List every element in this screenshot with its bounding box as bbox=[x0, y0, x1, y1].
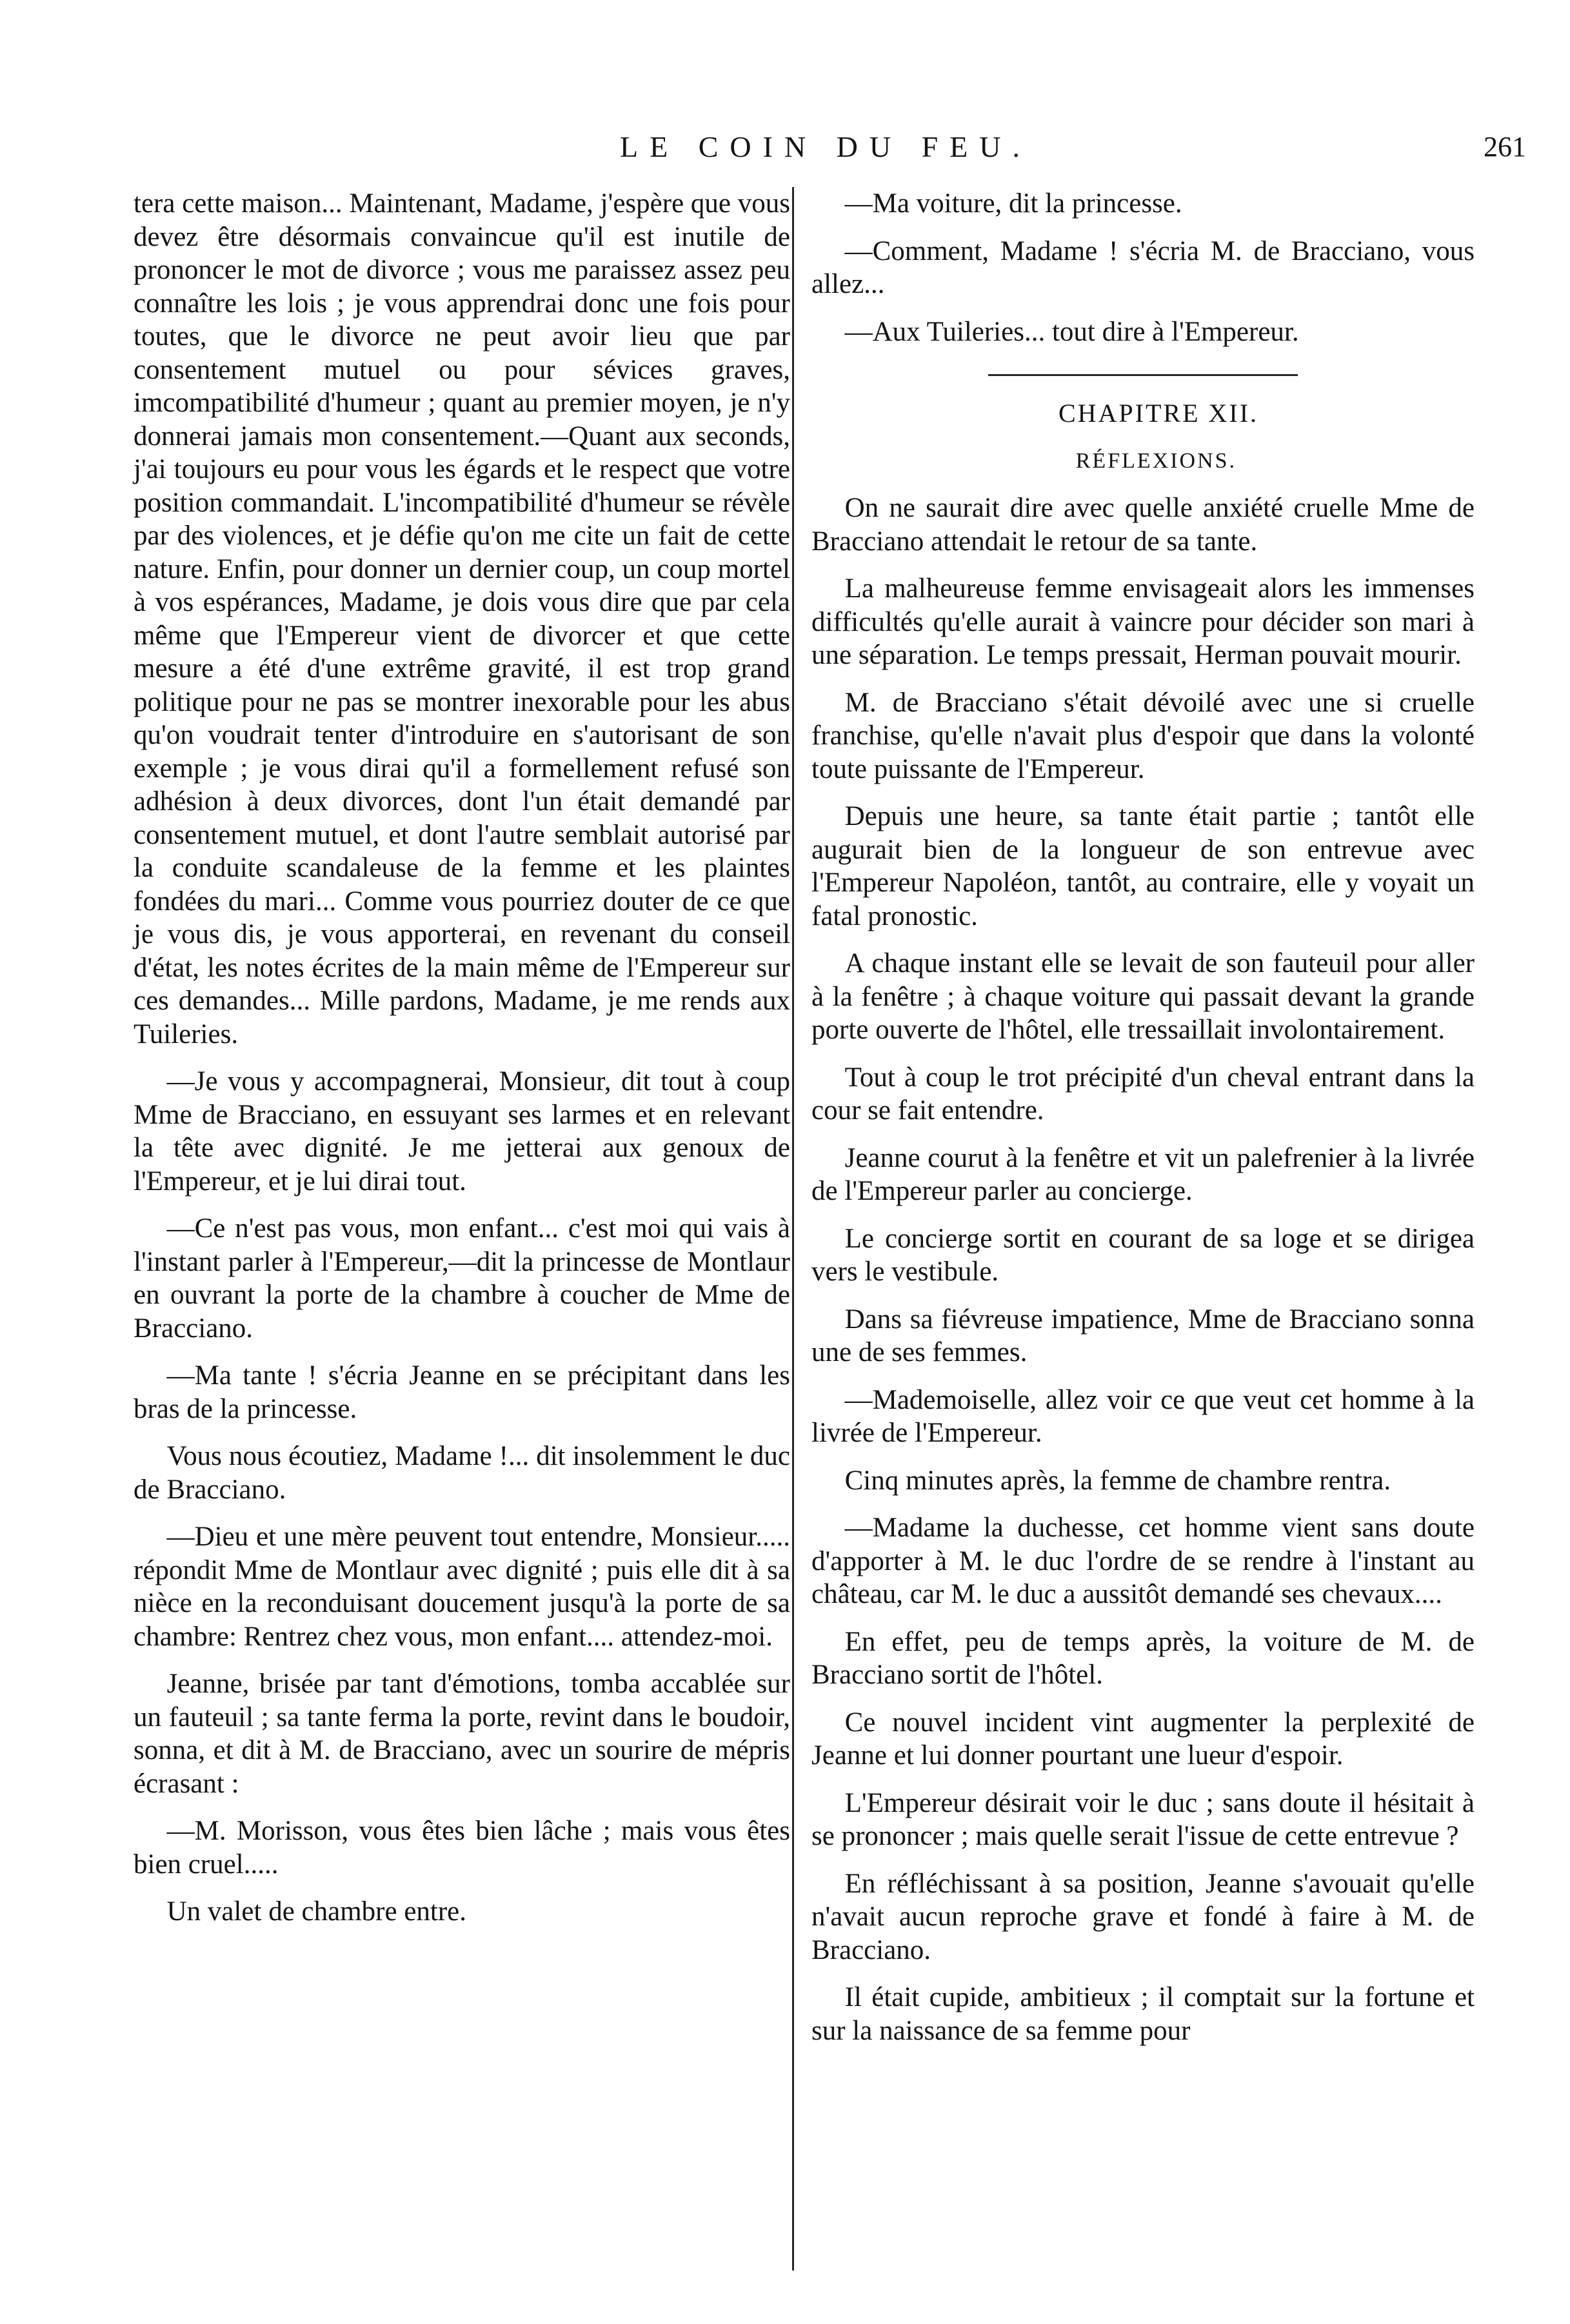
chapter-subtitle: RÉFLEXIONS. bbox=[1075, 448, 1237, 473]
paragraph: Cinq minutes après, la femme de chambre rentra. bbox=[844, 1465, 1391, 1496]
paragraph: Le concierge sortit en courant de sa loge et se dirigea vers le vestibule. bbox=[811, 1223, 1475, 1287]
right-column bbox=[811, 187, 1475, 2061]
page-number: 261 bbox=[1484, 131, 1526, 163]
paragraph: La malheureuse femme envisageait alors les immenses difficultés qu'elle aurait à vaincre pour décider son mari à une séparation. Le temps pressait, Herman pouvait mourir. bbox=[811, 573, 1475, 670]
column-divider bbox=[792, 187, 794, 2270]
left-column bbox=[134, 187, 790, 1943]
paragraph: —Aux Tuileries... tout dire à l'Empereur. bbox=[844, 316, 1299, 347]
paragraph: Depuis une heure, sa tante était partie ; tantôt elle augurait bien de la longueur de son entrevue avec l'Empereur Napoléon, tantôt, au contraire, elle y voyait un fatal pronostic. bbox=[811, 801, 1475, 931]
paragraph: On ne saurait dire avec quelle anxiété cruelle Mme de Bracciano attendait le retour de sa tante. bbox=[811, 493, 1475, 557]
paragraph: Jeanne courut à la fenêtre et vit un palefrenier à la livrée de l'Empereur parler au concierge. bbox=[811, 1142, 1475, 1206]
paragraph: —Je vous y accompagnerai, Monsieur, dit tout à coup Mme de Bracciano, en essuyant ses larmes et en relevant la tête avec dignité. Je me jetterai aux genoux de l'Empereur, et je lui dirai tout. bbox=[134, 1066, 790, 1197]
chapter-heading: CHAPITRE XII. bbox=[1058, 399, 1259, 428]
running-title: LE COIN DU FEU. bbox=[620, 130, 1031, 163]
paragraph: —Comment, Madame ! s'écria M. de Bracciano, vous allez... bbox=[811, 235, 1475, 299]
paragraph: —Ce n'est pas vous, mon enfant... c'est moi qui vais à l'instant parler à l'Empereur,—dit la princesse de Montlaur en ouvrant la porte de la chambre à coucher de Mme de Bracciano. bbox=[134, 1213, 790, 1344]
paragraph: Un valet de chambre entre. bbox=[166, 1896, 467, 1927]
paragraph: L'Empereur désirait voir le duc ; sans doute il hésitait à se prononcer ; mais quelle serait l'issue de cette entrevue ? bbox=[811, 1787, 1475, 1851]
paragraph: M. de Bracciano s'était dévoilé avec une si cruelle franchise, qu'elle n'avait plus d'espoir que dans la volonté toute puissante de l'Empereur. bbox=[811, 687, 1475, 784]
chapter-separator-rule bbox=[988, 374, 1298, 376]
paragraph: —M. Morisson, vous êtes bien lâche ; mais vous êtes bien cruel..... bbox=[134, 1816, 790, 1880]
paragraph: En réfléchissant à sa position, Jeanne s'avouait qu'elle n'avait aucun reproche grave et fondé à faire à M. de Bracciano. bbox=[811, 1868, 1475, 1965]
paragraph: En effet, peu de temps après, la voiture de M. de Bracciano sortit de l'hôtel. bbox=[811, 1626, 1475, 1690]
paragraph: —Dieu et une mère peuvent tout entendre, Monsieur..... répondit Mme de Montlaur avec dignité ; puis elle dit à sa nièce en la reconduisant doucement jusqu'à la porte de sa chambre: Rentrez chez vous, mon enfant.... attendez-moi. bbox=[134, 1522, 790, 1652]
paragraph: tera cette maison... Maintenant, Madame, j'espère que vous devez être désormais convaincue qu'il est inutile de prononcer le mot de divorce ; vous me paraissez assez peu connaître les lois ; je vous apprendrai donc une fois pour toutes, que le divorce ne peut avoir lieu que par consentement mutuel ou pour sévices graves, imcompatibilité d'humeur ; quant au premier moyen, je n'y donnerai jamais mon consentement.—Quant aux seconds, j'ai toujours eu pour vous les égards et le respect que votre position commandait. L'incompatibilité d'humeur se révèle par des violences, et je défie qu'on me cite un fait de cette nature. Enfin, pour donner un dernier coup, un coup mortel à vos espérances, Madame, je dois vous dire que par cela même que l'Empereur vient de divorcer et que cette mesure a été d'une extrême gravité, il est trop grand politique pour ne pas se montrer inexorable pour les abus qu'on voudrait tenter d'introduire en s'autorisant de son exemple ; je vous dirai qu'il a formellement refusé son adhésion à deux divorces, dont l'un était demandé par consentement mutuel, et dont l'autre semblait autorisé par la conduite scandaleuse de la femme et les plaintes fondées du mari... Comme vous pourriez douter de ce que je vous dis, je vous apporterai, en revenant du conseil d'état, les notes écrites de la main même de l'Empereur sur ces demandes... Mille pardons, Madame, je me rends aux Tuileries. bbox=[134, 188, 790, 1049]
paragraph: —Ma voiture, dit la princesse. bbox=[844, 188, 1182, 219]
paragraph: Tout à coup le trot précipité d'un cheval entrant dans la cour se fait entendre. bbox=[811, 1062, 1475, 1126]
paragraph: Ce nouvel incident vint augmenter la perplexité de Jeanne et lui donner pourtant une lueur d'espoir. bbox=[811, 1707, 1475, 1771]
paragraph: Dans sa fiévreuse impatience, Mme de Bracciano sonna une de ses femmes. bbox=[811, 1304, 1475, 1367]
page-header bbox=[0, 128, 1570, 166]
paragraph: Vous nous écoutiez, Madame !... dit insolemment le duc de Bracciano. bbox=[134, 1441, 790, 1505]
paragraph: Il était cupide, ambitieux ; il comptait sur la fortune et sur la naissance de sa femme pour bbox=[811, 1982, 1475, 2046]
paragraph: —Madame la duchesse, cet homme vient sans doute d'apporter à M. le duc l'ordre de se rendre à l'instant au château, car M. le duc a aussitôt demandé ses chevaux.... bbox=[811, 1513, 1475, 1609]
paragraph: A chaque instant elle se levait de son fauteuil pour aller à la fenêtre ; à chaque voiture qui passait devant la grande porte ouverte de l'hôtel, elle tressaillait involontairement. bbox=[811, 948, 1475, 1045]
paragraph: Jeanne, brisée par tant d'émotions, tomba accablée sur un fauteuil ; sa tante ferma la porte, revint dans le boudoir, sonna, et dit à M. de Bracciano, avec un sourire de mépris écrasant : bbox=[134, 1669, 790, 1799]
paragraph: —Ma tante ! s'écria Jeanne en se précipitant dans les bras de la princesse. bbox=[134, 1360, 790, 1424]
paragraph: —Mademoiselle, allez voir ce que veut cet homme à la livrée de l'Empereur. bbox=[811, 1384, 1475, 1448]
